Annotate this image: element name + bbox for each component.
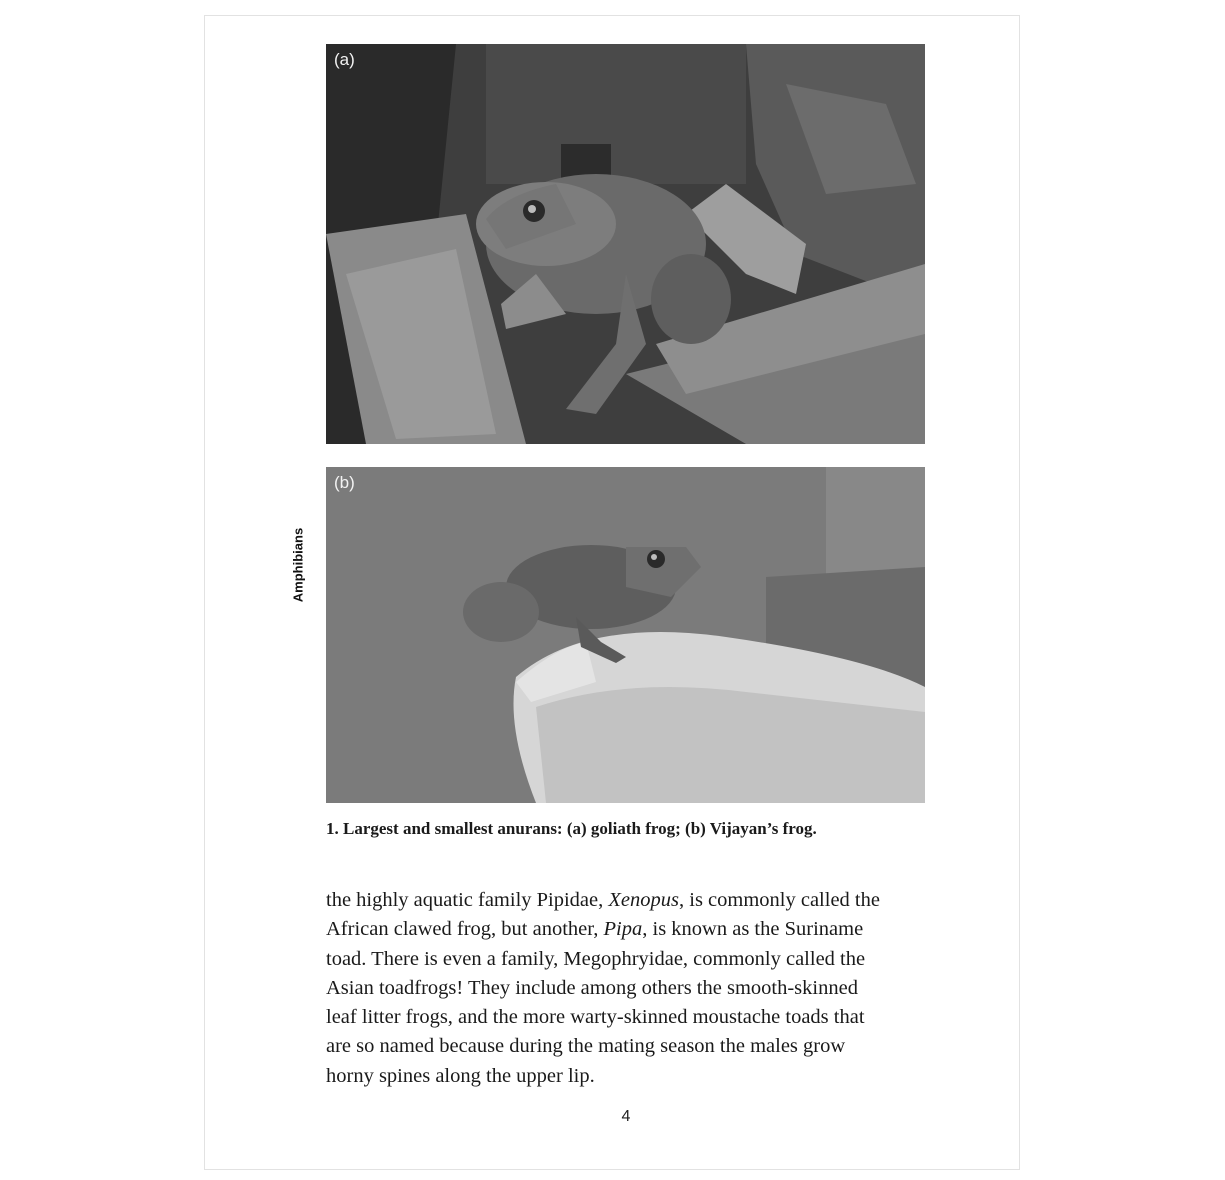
body-line: leaf litter frogs, and the more warty-skinned moustache toads that bbox=[326, 1006, 865, 1029]
body-paragraph bbox=[326, 886, 936, 1091]
body-text-run: the highly aquatic family Pipidae, bbox=[326, 889, 609, 911]
body-line bbox=[326, 915, 936, 944]
body-line: Asian toadfrogs! They include among others the smooth-skinned bbox=[326, 976, 858, 999]
body-text-run: , is known as the Suriname bbox=[642, 918, 864, 941]
genus-name: Pipa bbox=[603, 918, 643, 941]
vijayans-frog-photo bbox=[326, 467, 925, 803]
body-line bbox=[326, 886, 936, 915]
genus-name: Xenopus bbox=[608, 889, 679, 911]
body-line: horny spines along the upper lip. bbox=[326, 1064, 595, 1087]
panel-label-b: (b) bbox=[334, 473, 355, 492]
body-text-run: African clawed frog, but another, bbox=[326, 918, 604, 941]
body-line: are so named because during the mating season the males grow bbox=[326, 1035, 846, 1058]
body-line: toad. There is even a family, Megophryidae, commonly called the bbox=[326, 947, 866, 970]
figure-caption: 1. Largest and smallest anurans: (a) goliath frog; (b) Vijayan’s frog. bbox=[326, 819, 817, 838]
goliath-frog-photo bbox=[326, 44, 925, 444]
body-text-run: , is commonly called the bbox=[679, 889, 880, 911]
running-head: Amphibians bbox=[290, 527, 306, 603]
panel-label-a: (a) bbox=[334, 50, 355, 69]
page-number: 4 bbox=[621, 1108, 631, 1125]
